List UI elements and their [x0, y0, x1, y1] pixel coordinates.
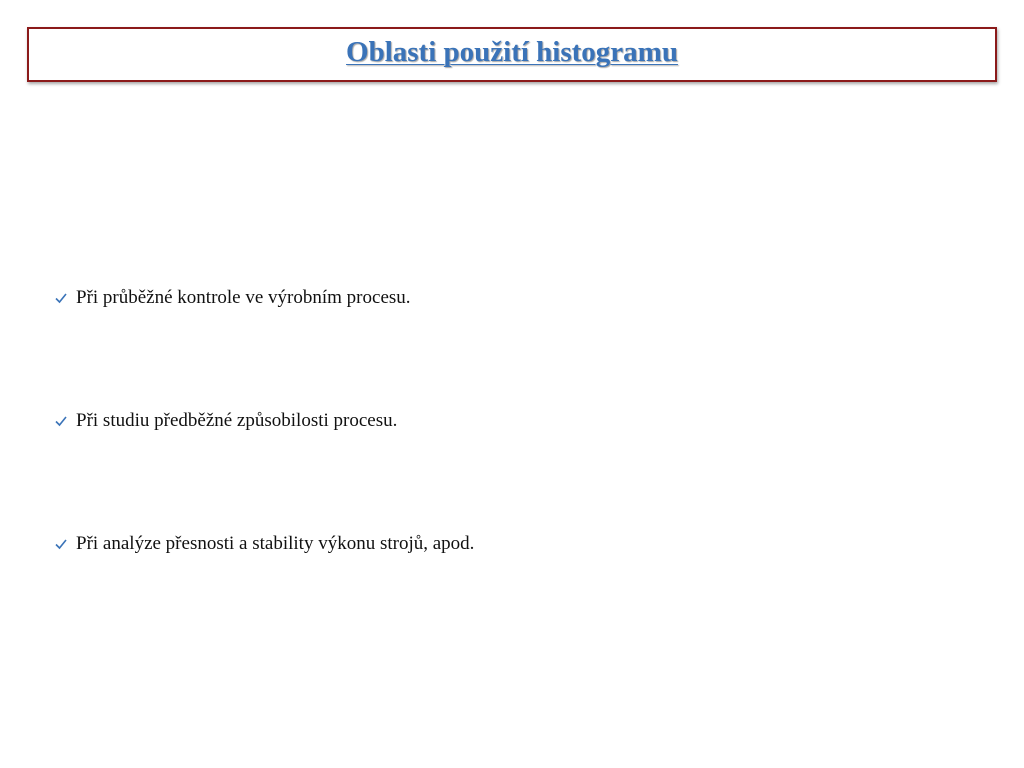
- check-icon: [54, 291, 68, 305]
- slide-title: Oblasti použití histogramu: [346, 36, 678, 68]
- bullet-item-2: [54, 410, 397, 432]
- check-icon: [54, 414, 68, 428]
- bullet-text: Při studiu předběžné způsobilosti procesu.: [76, 410, 398, 431]
- bullet-text: Při průběžné kontrole ve výrobním procesu.: [76, 287, 411, 308]
- check-icon: [54, 537, 68, 551]
- bullet-text: Při analýze přesnosti a stability výkonu strojů, apod.: [76, 533, 475, 554]
- bullet-item-1: [54, 287, 411, 309]
- bullet-item-3: [54, 533, 474, 555]
